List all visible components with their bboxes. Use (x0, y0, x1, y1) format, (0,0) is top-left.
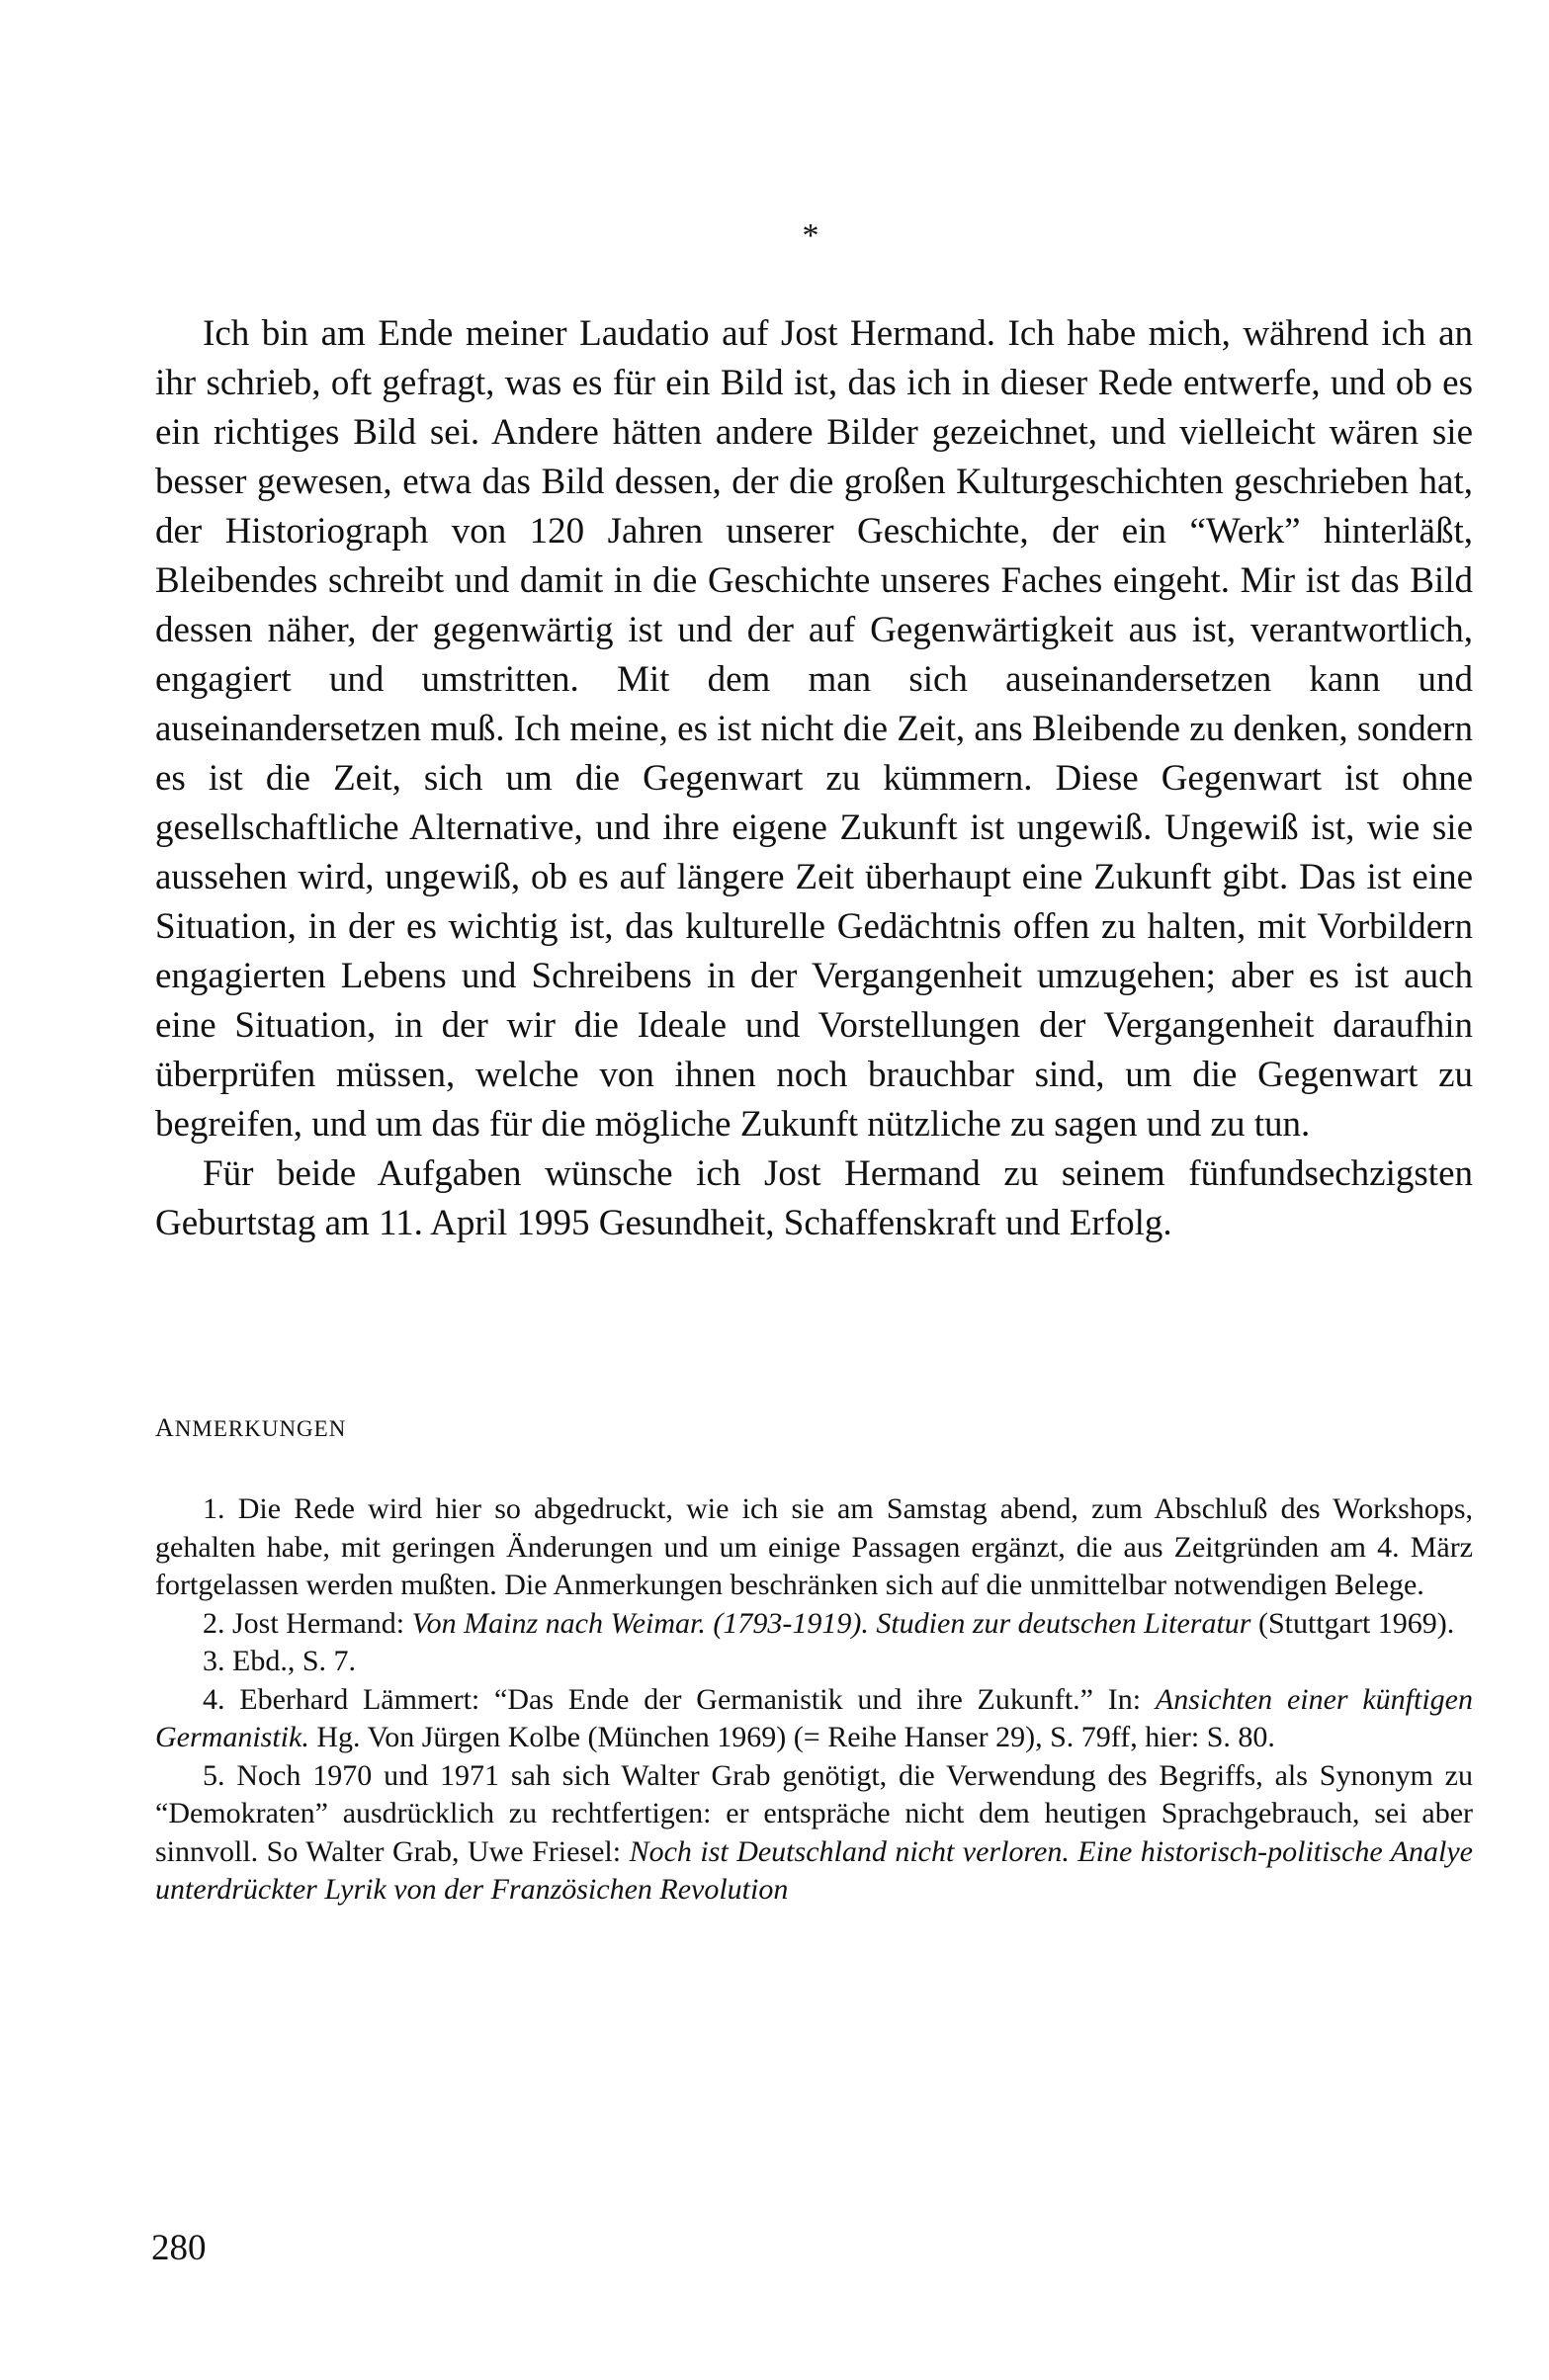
footnote-2 (155, 1605, 1473, 1644)
notes-heading-rest: NMERKUNGEN (174, 1416, 347, 1441)
notes-heading-initial: A (155, 1413, 175, 1442)
section-separator-asterisk: * (802, 217, 819, 254)
notes-heading (155, 1413, 346, 1444)
footnote-2-author: 2. Jost Hermand: (203, 1606, 412, 1640)
footnote-5-title: Noch ist Deutschland nicht verloren. Eine historisch-politische Analye unterdrückter Lyrik von der Französichen Revolution (155, 1834, 1473, 1906)
footnote-5-text: 5. Noch 1970 und 1971 sah sich Walter Grab genötigt, die Verwendung des Begriffs, als Synonym zu “Demokraten” ausdrücklich zu rechtfertigen: er entspräche nicht dem heutigen Sprachgebrauch, sei aber sinnvoll. So Walter Grab, Uwe Friesel: (155, 1758, 1473, 1868)
footnote-2-source: (Stuttgart 1969). (1250, 1606, 1455, 1640)
body-paragraph-2: Für beide Aufgaben wünsche ich Jost Hermand zu seinem fünfundsechzigsten Geburtstag am 11. April 1995 Gesundheit, Schaffenskraft und Erfolg. (155, 1153, 1473, 1243)
footnote-2-title: Von Mainz nach Weimar. (1793-1919). Studien zur deutschen Literatur (411, 1606, 1251, 1640)
page-number: 280 (151, 2228, 207, 2268)
body-paragraph-1: Ich bin am Ende meiner Laudatio auf Jost Hermand. Ich habe mich, während ich an ihr schrieb, oft gefragt, was es für ein Bild ist, das ich in dieser Rede entwerfe, und ob es ein richtiges Bild sei. Andere hätten andere Bilder gezeichnet, und vielleicht wären sie besser gewesen, etwa das Bild dessen, der die großen Kulturgeschichten geschrieben hat, der Historiograph von 120 Jahren unserer Geschichte, der ein “Werk” hinterläßt, Bleibendes schreibt und damit in die Geschichte unseres Faches eingeht. Mir ist das Bild dessen näher, der gegenwärtig ist und der auf Gegenwärtigkeit aus ist, verantwortlich, engagiert und umstritten. Mit dem man sich auseinandersetzen kann und auseinandersetzen muß. Ich meine, es ist nicht die Zeit, ans Bleibende zu denken, sondern es ist die Zeit, sich um die Gegenwart zu kümmern. Diese Gegenwart ist ohne gesellschaftliche Alternative, und ihre eigene Zukunft ist ungewiß. Ungewiß ist, wie sie aussehen wird, ungewiß, ob es auf längere Zeit überhaupt eine Zukunft gibt. Das ist eine Situation, in der es wichtig ist, das kulturelle Gedächtnis offen zu halten, mit Vorbildern engagierten Lebens und Schreibens in der Vergangenheit umzugehen; aber es ist auch eine Situation, in der wir die Ideale und Vorstellungen der Vergangenheit daraufhin überprüfen müssen, welche von ihnen noch brauchbar sind, um die Gegenwart zu begreifen, und um das für die mögliche Zukunft nützliche zu sagen und zu tun. (155, 313, 1473, 1145)
footnote-4-author: 4. Eberhard Lämmert: “Das Ende der Germanistik und ihre Zukunft.” In: (203, 1682, 1156, 1716)
footnote-1: 1. Die Rede wird hier so abgedruckt, wie ich sie am Samstag abend, zum Abschluß des Workshops, gehalten habe, mit geringen Änderungen und um einige Passagen ergänzt, die aus Zeitgründen am 4. März fortgelassen werden mußten. Die Anmerkungen beschränken sich auf die unmittelbar notwendigen Belege. (155, 1492, 1473, 1601)
footnote-5 (155, 1757, 1473, 1910)
footnote-4 (155, 1681, 1473, 1757)
footnote-3: 3. Ebd., S. 7. (203, 1645, 357, 1677)
footnote-4-source: Hg. Von Jürgen Kolbe (München 1969) (= Reihe Hanser 29), S. 79ff, hier: S. 80. (308, 1721, 1275, 1753)
footnotes (155, 1490, 1473, 1910)
main-text (155, 309, 1473, 1248)
footnote-4-title: Ansichten einer künftigen Germanistik. (155, 1682, 1473, 1753)
